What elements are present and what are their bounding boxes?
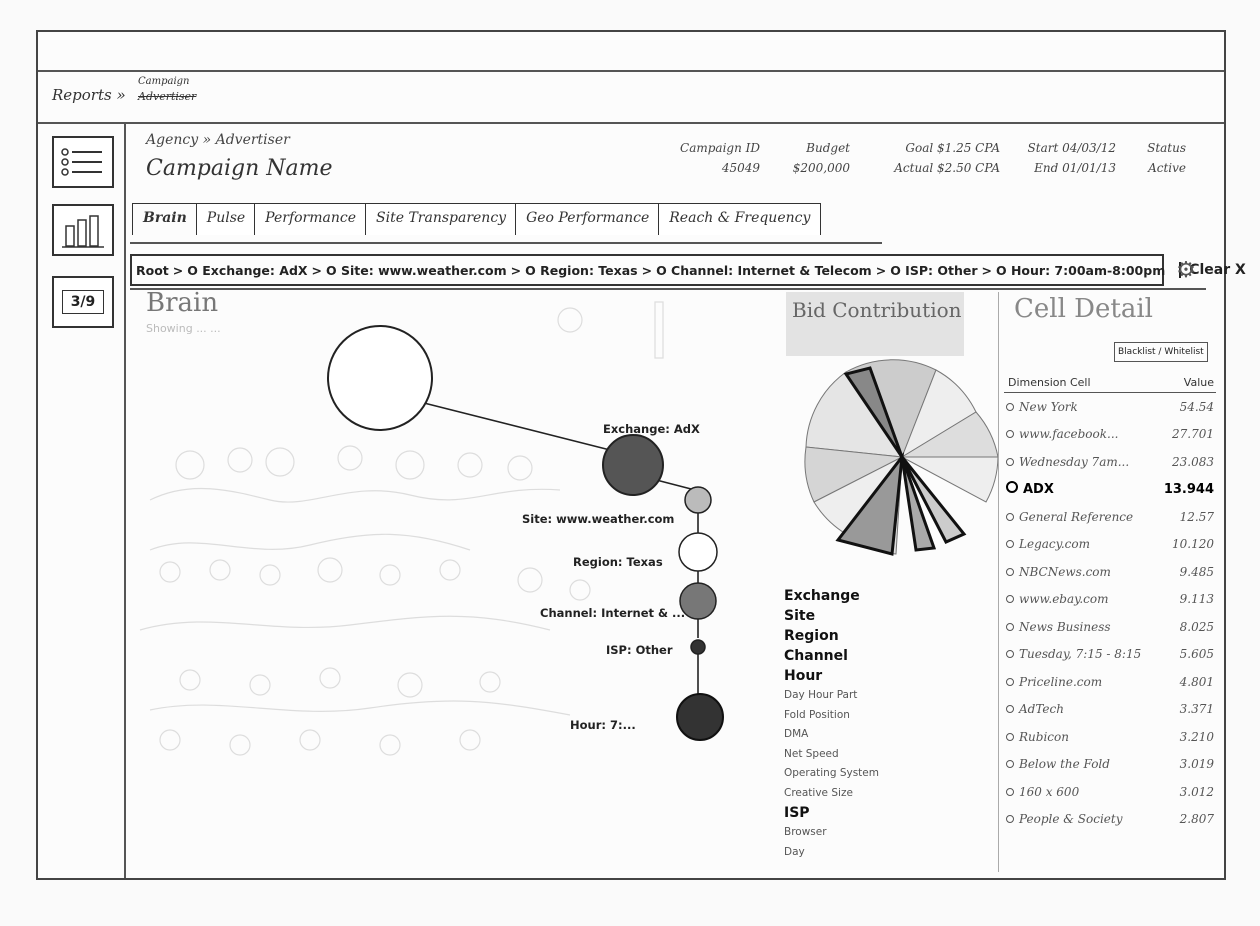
legend-day-hour-part[interactable]: Day Hour Part [784, 689, 858, 701]
header-divider-top [38, 70, 1224, 72]
cell-name [1006, 620, 1111, 634]
cell-name-text: NBCNews.com [1019, 564, 1111, 579]
cell-panel-divider [998, 292, 999, 872]
legend-channel[interactable]: Channel [784, 648, 848, 664]
tabs-baseline [130, 242, 882, 244]
node-label-channel: Channel: Internet & ... [540, 606, 686, 620]
cell-value: 3.371 [1179, 702, 1214, 717]
cell-name-text: New York [1019, 399, 1078, 414]
clear-filters-button[interactable]: Clear X [1179, 262, 1246, 278]
status-label: Status [1147, 141, 1186, 155]
breadcrumb-separator: » [116, 86, 126, 104]
filter-separator: > [641, 262, 653, 278]
filter-path-bar [130, 254, 1246, 286]
cell-value: 9.485 [1179, 564, 1214, 579]
cell-value: 5.605 [1179, 647, 1214, 662]
table-row[interactable] [1004, 696, 1216, 724]
cell-value: 3.210 [1179, 729, 1214, 744]
cell-value: 3.019 [1179, 757, 1214, 772]
list-view-icon [58, 143, 108, 181]
agency-path[interactable]: Agency » Advertiser [146, 132, 290, 148]
campaign-id-label: Campaign ID [680, 141, 760, 155]
node-label-site: Site: www.weather.com [522, 512, 675, 526]
tab-bar [132, 203, 819, 241]
filter-hour[interactable]: O Hour: 7:00am-8:00pm [995, 262, 1166, 278]
cell-name [1006, 427, 1118, 441]
filter-isp[interactable]: O ISP: Other [890, 262, 978, 278]
col-dimension-cell[interactable]: Dimension Cell [1008, 376, 1091, 389]
cell-name [1006, 537, 1090, 551]
cell-value: 3.012 [1179, 784, 1214, 799]
legend-day[interactable]: Day [784, 845, 805, 858]
cell-name [1006, 592, 1108, 606]
cell-value: 10.120 [1172, 537, 1214, 552]
bid-contribution-title: Bid Contribution [792, 298, 962, 322]
status-value: Active [1148, 161, 1186, 175]
cell-name [1006, 675, 1102, 689]
table-row[interactable] [1004, 586, 1216, 614]
radio-icon[interactable] [1006, 595, 1014, 603]
table-row[interactable] [1004, 751, 1216, 779]
table-row[interactable] [1004, 531, 1216, 559]
radio-icon[interactable] [1006, 678, 1014, 686]
isp-node[interactable] [691, 640, 705, 654]
cell-name-text: www.ebay.com [1019, 592, 1109, 607]
bar-chart-icon [58, 210, 108, 250]
blacklist-button-label: Blacklist / Whitelist [1118, 347, 1204, 357]
cell-value: 23.083 [1172, 454, 1214, 469]
table-row[interactable] [1004, 558, 1216, 586]
cell-value: 13.944 [1163, 481, 1214, 497]
legend-exchange[interactable]: Exchange [784, 588, 860, 604]
brain-title: Brain [146, 288, 219, 318]
radio-icon[interactable] [1006, 430, 1014, 438]
cell-name-text: AdTech [1019, 702, 1064, 717]
tab-geo-performance[interactable]: Geo Performance [515, 203, 660, 235]
blacklist-whitelist-button[interactable] [1114, 342, 1208, 362]
node-label-exchange: Exchange: AdX [603, 422, 700, 436]
bid-contribution-pie[interactable] [786, 362, 986, 562]
legend-hour[interactable]: Hour [784, 668, 823, 684]
radio-icon[interactable] [1006, 815, 1014, 823]
filter-site[interactable]: O Site: www.weather.com [326, 262, 507, 278]
root-node[interactable] [328, 326, 432, 430]
budget-stat [770, 138, 850, 178]
table-row[interactable] [1004, 778, 1216, 806]
table-row[interactable] [1004, 421, 1216, 449]
hour-node[interactable] [677, 694, 723, 740]
table-row[interactable] [1004, 393, 1216, 421]
cell-name [1006, 812, 1123, 826]
cell-value: 54.54 [1179, 399, 1214, 414]
goal-stat [880, 138, 1000, 178]
radio-icon[interactable] [1006, 513, 1014, 521]
filter-separator: > [981, 262, 992, 278]
col-value[interactable]: Value [1183, 376, 1214, 389]
campaign-name: Campaign Name [146, 156, 333, 181]
cell-name [1006, 455, 1129, 469]
cell-value: 9.113 [1179, 592, 1214, 607]
filter-separator: > [311, 262, 323, 278]
nav-calendar-button[interactable] [52, 276, 114, 328]
cell-name [1006, 481, 1054, 497]
campaign-id-stat [664, 138, 760, 178]
cell-name [1006, 647, 1141, 661]
site-node[interactable] [685, 487, 711, 513]
settings-gear-icon[interactable]: ⚙ [1176, 257, 1196, 283]
cell-detail-title: Cell Detail [1014, 294, 1153, 324]
radio-icon[interactable] [1006, 481, 1018, 493]
tab-performance[interactable]: Performance [254, 203, 367, 235]
table-row[interactable] [1004, 641, 1216, 669]
table-row[interactable] [1004, 448, 1216, 476]
radio-icon[interactable] [1006, 650, 1014, 658]
filter-root[interactable]: Root [136, 262, 169, 278]
table-row[interactable] [1004, 503, 1216, 531]
tab-brain[interactable]: Brain [132, 203, 198, 235]
legend-net-speed[interactable]: Net Speed [784, 747, 839, 760]
filter-region[interactable]: O Region: Texas [525, 262, 638, 278]
breadcrumb-parent[interactable]: Campaign [138, 76, 190, 87]
cell-name-text: People & Society [1019, 812, 1123, 827]
cell-value: 4.801 [1179, 674, 1214, 689]
legend-dma[interactable]: DMA [784, 728, 809, 740]
breadcrumb-current: Advertiser [138, 90, 197, 103]
breadcrumb [52, 76, 197, 104]
radio-icon[interactable] [1006, 458, 1014, 466]
cell-value: 8.025 [1179, 619, 1214, 634]
calendar-icon: 3/9 [62, 290, 105, 314]
filter-separator: > [510, 262, 522, 278]
budget-label: Budget [806, 141, 850, 155]
tab-site-transparency[interactable]: Site Transparency [365, 203, 517, 235]
tab-pulse[interactable]: Pulse [196, 203, 256, 235]
cell-name [1006, 702, 1064, 716]
filter-channel[interactable]: O Channel: Internet & Telecom [656, 262, 872, 278]
node-label-isp: ISP: Other [606, 643, 673, 657]
end-date: End 01/01/13 [1034, 161, 1116, 175]
cell-value: 27.701 [1172, 427, 1214, 442]
tab-reach-frequency[interactable]: Reach & Frequency [658, 203, 821, 235]
cell-name-text: 160 x 600 [1019, 784, 1080, 799]
actual-label: Actual $2.50 CPA [894, 161, 1000, 175]
nav-list-button[interactable] [52, 136, 114, 188]
status-stat [1126, 138, 1186, 178]
cell-name [1006, 400, 1078, 414]
cell-name [1006, 785, 1079, 799]
breadcrumb-root[interactable]: Reports [52, 86, 112, 104]
radio-icon[interactable] [1006, 540, 1014, 548]
cell-name-text: News Business [1019, 619, 1111, 634]
cell-detail-table [1004, 376, 1216, 833]
cell-name-text: Rubicon [1019, 729, 1069, 744]
nav-divider [124, 122, 126, 878]
budget-value: $200,000 [792, 161, 850, 175]
cell-name-text: Wednesday 7am... [1019, 454, 1130, 469]
cell-name-text: Legacy.com [1019, 537, 1090, 552]
filter-separator: > [172, 262, 184, 278]
cell-name [1006, 565, 1111, 579]
radio-icon[interactable] [1006, 403, 1014, 411]
legend-region[interactable]: Region [784, 628, 839, 644]
radio-icon[interactable] [1006, 788, 1014, 796]
cell-name [1006, 510, 1133, 524]
header-divider [38, 122, 1224, 124]
cell-name-text: ADX [1023, 482, 1054, 498]
cell-rows [1004, 393, 1216, 833]
bid-legend [784, 586, 879, 862]
cell-name-text: General Reference [1019, 509, 1134, 524]
cell-name-text: Below the Fold [1019, 757, 1110, 772]
region-node[interactable] [679, 533, 717, 571]
table-row[interactable] [1004, 613, 1216, 641]
cell-name [1006, 730, 1069, 744]
channel-node[interactable] [680, 583, 716, 619]
table-row[interactable] [1004, 476, 1216, 504]
cell-name-text: Tuesday, 7:15 - 8:15 [1019, 647, 1142, 662]
node-label-hour: Hour: 7:... [570, 718, 636, 732]
cell-value: 2.807 [1179, 812, 1214, 827]
radio-icon[interactable] [1006, 705, 1014, 713]
legend-operating-system[interactable]: Operating System [784, 767, 879, 779]
node-label-region: Region: Texas [573, 555, 663, 569]
legend-site[interactable]: Site [784, 608, 816, 624]
legend-creative-size[interactable]: Creative Size [784, 786, 853, 799]
legend-browser[interactable]: Browser [784, 826, 827, 838]
cell-name [1006, 757, 1110, 771]
nav-chart-button[interactable] [52, 204, 114, 256]
radio-icon[interactable] [1006, 733, 1014, 741]
radio-icon[interactable] [1006, 623, 1014, 631]
radio-icon[interactable] [1006, 568, 1014, 576]
goal-label: Goal $1.25 CPA [905, 141, 1000, 155]
start-date: Start 04/03/12 [1027, 141, 1116, 155]
legend-isp[interactable]: ISP [784, 805, 810, 821]
table-row[interactable] [1004, 723, 1216, 751]
brain-tree [130, 290, 780, 850]
radio-icon[interactable] [1006, 760, 1014, 768]
cell-table-header [1004, 376, 1216, 393]
brain-subtitle: Showing ... ... [146, 322, 221, 335]
cell-value: 12.57 [1179, 509, 1214, 524]
cell-name-text: www.facebook... [1019, 427, 1119, 442]
filter-separator: > [875, 262, 887, 278]
dates-stat [1006, 138, 1116, 178]
table-row[interactable] [1004, 806, 1216, 834]
table-row[interactable] [1004, 668, 1216, 696]
cell-name-text: Priceline.com [1019, 674, 1103, 689]
legend-fold-position[interactable]: Fold Position [784, 708, 850, 721]
campaign-id-value: 45049 [721, 161, 760, 175]
filter-exchange[interactable]: O Exchange: AdX [187, 262, 308, 278]
exchange-node[interactable] [603, 435, 663, 495]
